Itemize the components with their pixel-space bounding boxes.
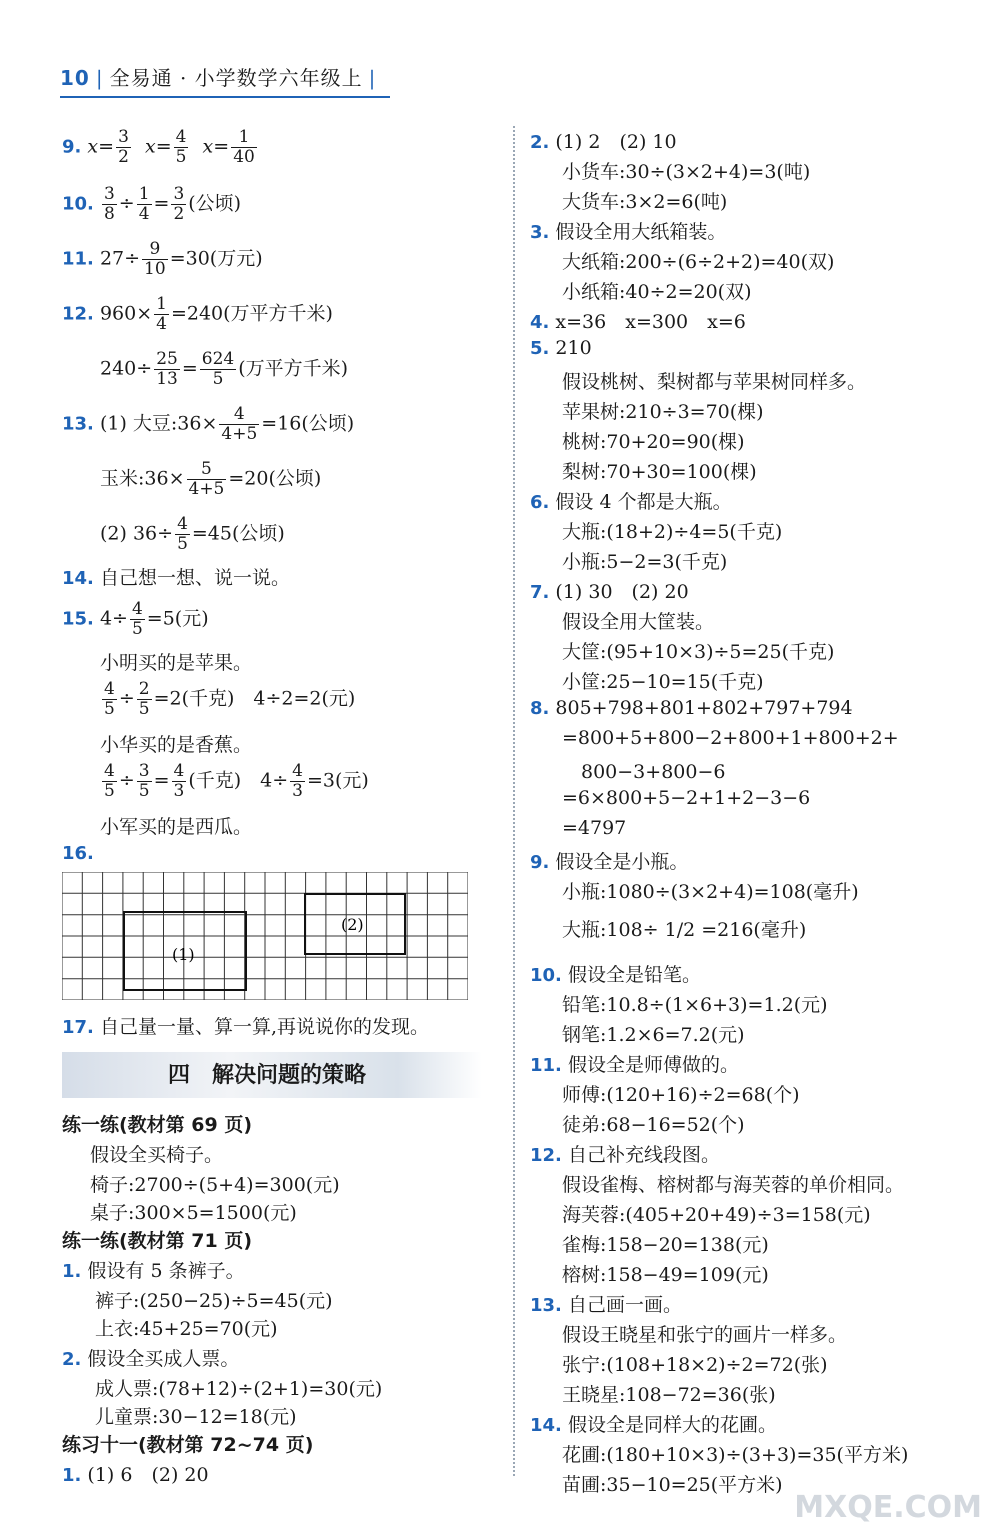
practice-71-q1-line2: 裤子:(250−25)÷5=45(元) bbox=[95, 1290, 333, 1312]
practice-71-q1-line3: 上衣:45+25=70(元) bbox=[95, 1318, 278, 1340]
practice-69-line3: 桌子:300×5=1500(元) bbox=[90, 1202, 297, 1224]
watermark: MXQE.COM bbox=[794, 1490, 982, 1525]
answer-text: 假设全是铅笔。 bbox=[567, 964, 701, 986]
answer-text: x=36 x=300 x=6 bbox=[555, 311, 746, 333]
question-number: 2. bbox=[530, 132, 550, 153]
answer-text: 假设全是小瓶。 bbox=[555, 851, 689, 873]
answer-text: 花圃:(180+10×3)÷(3+3)=35(平方米) bbox=[562, 1444, 909, 1466]
practice-69-line2: 椅子:2700÷(5+4)=300(元) bbox=[90, 1174, 340, 1196]
answer-text: 假设 4 个都是大瓶。 bbox=[555, 491, 732, 513]
header-separator: | bbox=[95, 66, 104, 90]
answer-15: 15. 4÷ $\frac{4}{5}$ =5(元) bbox=[62, 599, 209, 639]
answer-text: 假设全是同样大的花圃。 bbox=[567, 1414, 777, 1436]
right-answer-line bbox=[562, 187, 727, 214]
right-answer-line bbox=[562, 157, 810, 184]
answer-text: 钢笔:1.2×6=7.2(元) bbox=[562, 1024, 745, 1046]
answer-text: 大货车:3×2=6(吨) bbox=[562, 191, 728, 213]
answer-15-line4: 小华买的是香蕉。 bbox=[100, 734, 253, 756]
answer-15-line6: 小军买的是西瓜。 bbox=[100, 816, 253, 838]
question-number: 5. bbox=[530, 338, 550, 359]
answer-text: 苹果树:210÷3=70(棵) bbox=[562, 401, 764, 423]
answer-text: 假设雀梅、榕树都与海芙蓉的单价相同。 bbox=[562, 1174, 905, 1196]
answer-text: =4797 bbox=[562, 817, 627, 839]
answer-12: 12. 960× $\frac{1}{4}$ =240(万平方千米) bbox=[62, 294, 333, 334]
question-number: 9. bbox=[530, 852, 550, 873]
right-answer-line bbox=[562, 877, 859, 904]
right-answer-line bbox=[562, 1170, 904, 1197]
question-number: 11. bbox=[530, 1055, 562, 1076]
exercise-11-q1: 1. (1) 6 (2) 20 bbox=[62, 1464, 209, 1486]
answer-text: 805+798+801+802+797+794 bbox=[555, 697, 853, 719]
answer-text: 自己画一画。 bbox=[567, 1294, 682, 1316]
fraction: $\frac{5}{4+5}$ bbox=[188, 459, 225, 499]
right-answer-line bbox=[562, 547, 727, 574]
right-answer-line bbox=[562, 990, 828, 1017]
answer-15-line2: 小明买的是苹果。 bbox=[100, 652, 253, 674]
answer-16: 16. bbox=[62, 843, 94, 864]
fraction: $\frac{4}{5}$ bbox=[177, 514, 188, 554]
right-answer-line bbox=[562, 1380, 776, 1407]
answer-text: 210 bbox=[555, 337, 592, 359]
answer-text: (1) 30 (2) 20 bbox=[555, 581, 689, 603]
question-number: 10. bbox=[530, 965, 562, 986]
page-number: 10 bbox=[60, 66, 90, 90]
fraction: $\frac{624}{5}$ bbox=[201, 349, 235, 389]
answer-text: 大纸箱:200÷(6÷2+2)=40(双) bbox=[562, 251, 835, 273]
answer-text: 张宁:(108+18×2)÷2=72(张) bbox=[562, 1354, 828, 1376]
fraction: $\frac{4}{3}$ bbox=[292, 761, 303, 801]
fraction: $\frac{4}{4+5}$ bbox=[221, 404, 258, 444]
right-answer-line bbox=[530, 960, 701, 987]
practice-71-q2-line3: 儿童票:30−12=18(元) bbox=[95, 1406, 297, 1428]
fraction: $\frac{3}{5}$ bbox=[138, 761, 150, 801]
answer-text: 榕树:158−49=109(元) bbox=[562, 1264, 769, 1286]
right-answer-line bbox=[530, 217, 726, 244]
answer-text: 大瓶:108÷ 1/2 =216(毫升) bbox=[562, 919, 807, 941]
question-number: 8. bbox=[530, 698, 550, 719]
right-answer-line bbox=[530, 847, 688, 874]
right-answer-line bbox=[530, 337, 592, 359]
answer-text: =6×800+5−2+1+2−3−6 bbox=[562, 787, 811, 809]
answer-text: 大筐:(95+10×3)÷5=25(千克) bbox=[562, 641, 835, 663]
answer-text: 大瓶:(18+2)÷4=5(千克) bbox=[562, 521, 783, 543]
answer-text: 小货车:30÷(3×2+4)=3(吨) bbox=[562, 161, 811, 183]
practice-71-q2: 2. 假设全买成人票。 bbox=[62, 1348, 240, 1370]
section-title: 四 解决问题的策略 bbox=[168, 1063, 367, 1088]
right-answer-line bbox=[562, 277, 752, 304]
right-answer-line bbox=[562, 667, 764, 694]
fraction: $\frac{3}{2}$ bbox=[118, 127, 129, 167]
answer-text: 小筐:25−10=15(千克) bbox=[562, 671, 764, 693]
fraction: $\frac{1}{40}$ bbox=[233, 127, 255, 167]
answer-text: 苗圃:35−10=25(平方米) bbox=[562, 1474, 783, 1496]
answer-15-line5: $\frac{4}{5}$ ÷ $\frac{3}{5}$ = $\frac{4}{3}$ (千克) 4÷ $\frac{4}{3}$ =3(元) bbox=[104, 761, 369, 801]
answer-text: (1) 2 (2) 10 bbox=[555, 131, 677, 153]
practice-69-heading: 练一练(教材第 69 页) bbox=[62, 1114, 253, 1136]
answer-text: 梨树:70+30=100(棵) bbox=[562, 461, 757, 483]
right-answer-line bbox=[530, 1140, 720, 1167]
right-answer-line bbox=[562, 1470, 783, 1497]
fraction: $\frac{4}{5}$ bbox=[175, 127, 187, 167]
right-answer-line bbox=[562, 637, 834, 664]
right-answer-line bbox=[562, 1230, 769, 1257]
answer-text: 桃树:70+20=90(棵) bbox=[562, 431, 745, 453]
answer-text: 假设全用大纸箱装。 bbox=[555, 221, 727, 243]
question-number: 13. bbox=[530, 1295, 562, 1316]
answer-12-line2: 240÷ $\frac{25}{13}$ = $\frac{624}{5}$ (万平方千米) bbox=[100, 349, 349, 389]
practice-69-line1: 假设全买椅子。 bbox=[90, 1144, 224, 1166]
right-answer-line bbox=[562, 397, 764, 424]
answer-text: 小纸箱:40÷2=20(双) bbox=[562, 281, 752, 303]
answer-text: 海芙蓉:(405+20+49)÷3=158(元) bbox=[562, 1204, 871, 1226]
fraction: $\frac{25}{13}$ bbox=[156, 349, 178, 389]
answer-text: 雀梅:158−20=138(元) bbox=[562, 1234, 769, 1256]
answer-14: 14. 自己想一想、说一说。 bbox=[62, 567, 290, 589]
answer-13-line2: 玉米:36× $\frac{5}{4+5}$ =20(公顷) bbox=[100, 459, 322, 499]
header-separator-end: | bbox=[368, 66, 377, 90]
fraction: $\frac{4}{5}$ bbox=[131, 599, 143, 639]
answer-10: 10. $\frac{3}{8}$ ÷ $\frac{1}{4}$ = $\frac{3}{2}$ (公顷) bbox=[62, 184, 242, 224]
question-number: 12. bbox=[530, 1145, 562, 1166]
question-number: 4. bbox=[530, 312, 550, 333]
right-answer-line bbox=[562, 1320, 847, 1347]
answer-text: 小瓶:5−2=3(千克) bbox=[562, 551, 728, 573]
answer-9: 9. x= $\frac{3}{2}$ x= $\frac{4}{5}$ x= $\frac{1}{40}$ bbox=[62, 127, 255, 167]
practice-71-q1: 1. 假设有 5 条裤子。 bbox=[62, 1260, 245, 1282]
fraction: $\frac{9}{10}$ bbox=[144, 239, 166, 279]
fraction: $\frac{1}{4}$ bbox=[156, 294, 167, 334]
answer-11: 11. 27÷ $\frac{9}{10}$ =30(万元) bbox=[62, 239, 263, 279]
right-answer-line bbox=[562, 1020, 745, 1047]
practice-71-q2-line2: 成人票:(78+12)÷(2+1)=30(元) bbox=[95, 1378, 383, 1400]
right-answer-line bbox=[562, 427, 745, 454]
fraction: $\frac{4}{3}$ bbox=[173, 761, 185, 801]
practice-71-heading: 练一练(教材第 71 页) bbox=[62, 1230, 253, 1252]
right-answer-line bbox=[530, 577, 689, 604]
right-answer-line bbox=[562, 457, 757, 484]
question-number: 6. bbox=[530, 492, 550, 513]
right-answer-line bbox=[562, 1350, 828, 1377]
right-answer-line bbox=[530, 1050, 739, 1077]
right-answer-line bbox=[562, 607, 714, 634]
question-number: 3. bbox=[530, 222, 550, 243]
right-answer-line bbox=[562, 1080, 800, 1107]
right-answer-line bbox=[562, 517, 782, 544]
right-answer-line bbox=[530, 487, 732, 514]
right-answer-line bbox=[562, 1200, 871, 1227]
right-answer-line bbox=[530, 697, 853, 719]
rectangle-1-label: (1) bbox=[172, 945, 195, 964]
column-divider bbox=[513, 126, 515, 1476]
right-answer-line bbox=[562, 757, 725, 784]
fraction: $\frac{4}{5}$ bbox=[104, 679, 115, 719]
right-answer-line bbox=[562, 817, 626, 839]
question-number: 7. bbox=[530, 582, 550, 603]
answer-text: =800+5+800−2+800+1+800+2+ bbox=[562, 727, 899, 749]
right-answer-line bbox=[562, 247, 834, 274]
answer-text: 铅笔:10.8÷(1×6+3)=1.2(元) bbox=[562, 994, 828, 1016]
fraction: $\frac{3}{8}$ bbox=[103, 184, 115, 224]
right-answer-line bbox=[562, 1110, 745, 1137]
grid-figure bbox=[62, 872, 468, 1000]
answer-13-line3: (2) 36÷ $\frac{4}{5}$ =45(公顷) bbox=[100, 514, 285, 554]
right-answer-line bbox=[562, 787, 810, 809]
answer-text: 800−3+800−6 bbox=[562, 761, 726, 783]
answer-15-line3: $\frac{4}{5}$ ÷ $\frac{2}{5}$ =2(千克) 4÷2=2(元) bbox=[104, 679, 356, 719]
book-title: 全易通 · 小学数学六年级上 bbox=[109, 66, 363, 90]
answer-text: 小瓶:1080÷(3×2+4)=108(毫升) bbox=[562, 881, 859, 903]
answer-13: 13. (1) 大豆:36× $\frac{4}{4+5}$ =16(公顷) bbox=[62, 404, 355, 444]
right-answer-line bbox=[562, 915, 806, 942]
right-answer-line bbox=[530, 127, 677, 154]
answer-17: 17. 自己量一量、算一算,再说说你的发现。 bbox=[62, 1016, 429, 1038]
fraction: $\frac{2}{5}$ bbox=[138, 679, 150, 719]
right-answer-line bbox=[562, 1260, 769, 1287]
fraction: $\frac{3}{2}$ bbox=[173, 184, 185, 224]
answer-text: 假设全用大筐装。 bbox=[562, 611, 715, 633]
answer-text: 徒弟:68−16=52(个) bbox=[562, 1114, 745, 1136]
answer-text: 自己补充线段图。 bbox=[567, 1144, 720, 1166]
exercise-11-heading: 练习十一(教材第 72~74 页) bbox=[62, 1434, 314, 1456]
right-answer-line bbox=[562, 727, 899, 749]
fraction: $\frac{1}{4}$ bbox=[138, 184, 150, 224]
rectangle-2-label: (2) bbox=[341, 915, 364, 934]
header-rule bbox=[60, 96, 390, 98]
right-answer-line bbox=[562, 1440, 908, 1467]
fraction: $\frac{4}{5}$ bbox=[104, 761, 115, 801]
right-answer-line bbox=[530, 1290, 682, 1317]
question-number: 14. bbox=[530, 1415, 562, 1436]
right-answer-line bbox=[562, 367, 866, 394]
answer-text: 王晓星:108−72=36(张) bbox=[562, 1384, 776, 1406]
right-answer-line bbox=[530, 307, 746, 334]
page-header bbox=[60, 62, 382, 91]
answer-text: 假设全是师傅做的。 bbox=[567, 1054, 739, 1076]
answer-text: 假设桃树、梨树都与苹果树同样多。 bbox=[562, 371, 867, 393]
right-answer-line bbox=[530, 1410, 777, 1437]
answer-text: 师傅:(120+16)÷2=68(个) bbox=[562, 1084, 800, 1106]
answer-text: 假设王晓星和张宁的画片一样多。 bbox=[562, 1324, 848, 1346]
